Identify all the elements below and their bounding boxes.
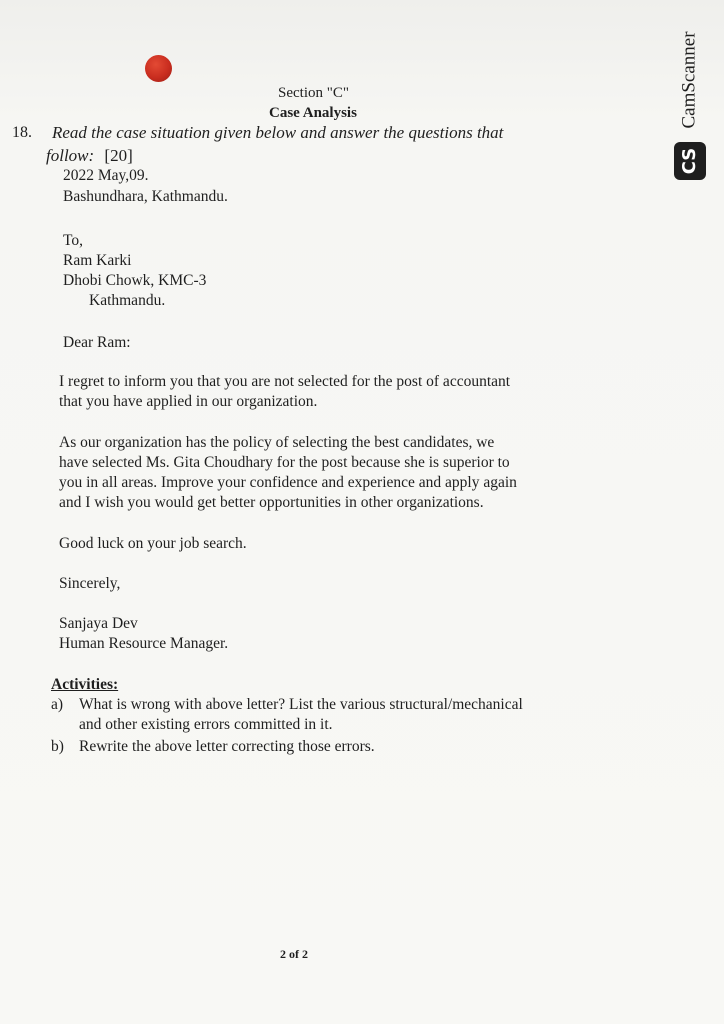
page-indicator: 2 of 2 (280, 947, 308, 961)
red-dot-mark (145, 55, 172, 82)
letter-date: 2022 May,09. (63, 167, 149, 184)
activity-b-line-1: Rewrite the above letter correcting those errors. (79, 738, 375, 755)
closing-line: Good luck on your job search. (59, 535, 247, 552)
paragraph-2-line-4: and I wish you would get better opportunities in other organizations. (59, 494, 484, 511)
question-line-2-text: follow: (46, 146, 95, 165)
question-line-2 (46, 147, 133, 164)
activity-a-line-1: What is wrong with above letter? List the various structural/mechanical (79, 696, 523, 713)
watermark-brand-text: CamScanner (678, 31, 700, 129)
activity-b-marker: b) (51, 738, 64, 755)
signer-title: Human Resource Manager. (59, 635, 229, 652)
recipient-city: Kathmandu. (89, 292, 166, 309)
watermark-logo-text: CS (679, 147, 700, 175)
section-title: Section "C" (278, 85, 349, 101)
activity-a-line-2: and other existing errors committed in it. (79, 716, 333, 733)
paragraph-2-line-1: As our organization has the policy of selecting the best candidates, we (59, 434, 495, 451)
recipient-street: Dhobi Chowk, KMC-3 (63, 272, 207, 289)
question-number: 18. (12, 124, 32, 141)
paragraph-1-line-1: I regret to inform you that you are not selected for the post of accountant (59, 373, 511, 390)
paragraph-2-line-3: you in all areas. Improve your confidence and experience and apply again (59, 474, 517, 491)
letter-greeting: Dear Ram: (63, 334, 131, 351)
salutation-to: To, (63, 232, 84, 249)
recipient-name: Ram Karki (63, 252, 132, 269)
camscanner-logo-icon (672, 18, 708, 188)
paragraph-1-line-2: that you have applied in our organization. (59, 393, 318, 410)
question-marks: [20] (104, 146, 133, 165)
activities-heading: Activities: (51, 676, 119, 693)
paragraph-2-line-2: have selected Ms. Gita Choudhary for the post because she is superior to (59, 454, 510, 471)
case-analysis-title: Case Analysis (269, 105, 357, 121)
sender-address: Bashundhara, Kathmandu. (63, 188, 228, 205)
question-line-1: Read the case situation given below and answer the questions that (52, 123, 504, 142)
activity-a-marker: a) (51, 696, 64, 713)
signer-name: Sanjaya Dev (59, 615, 138, 632)
signoff: Sincerely, (59, 575, 121, 592)
